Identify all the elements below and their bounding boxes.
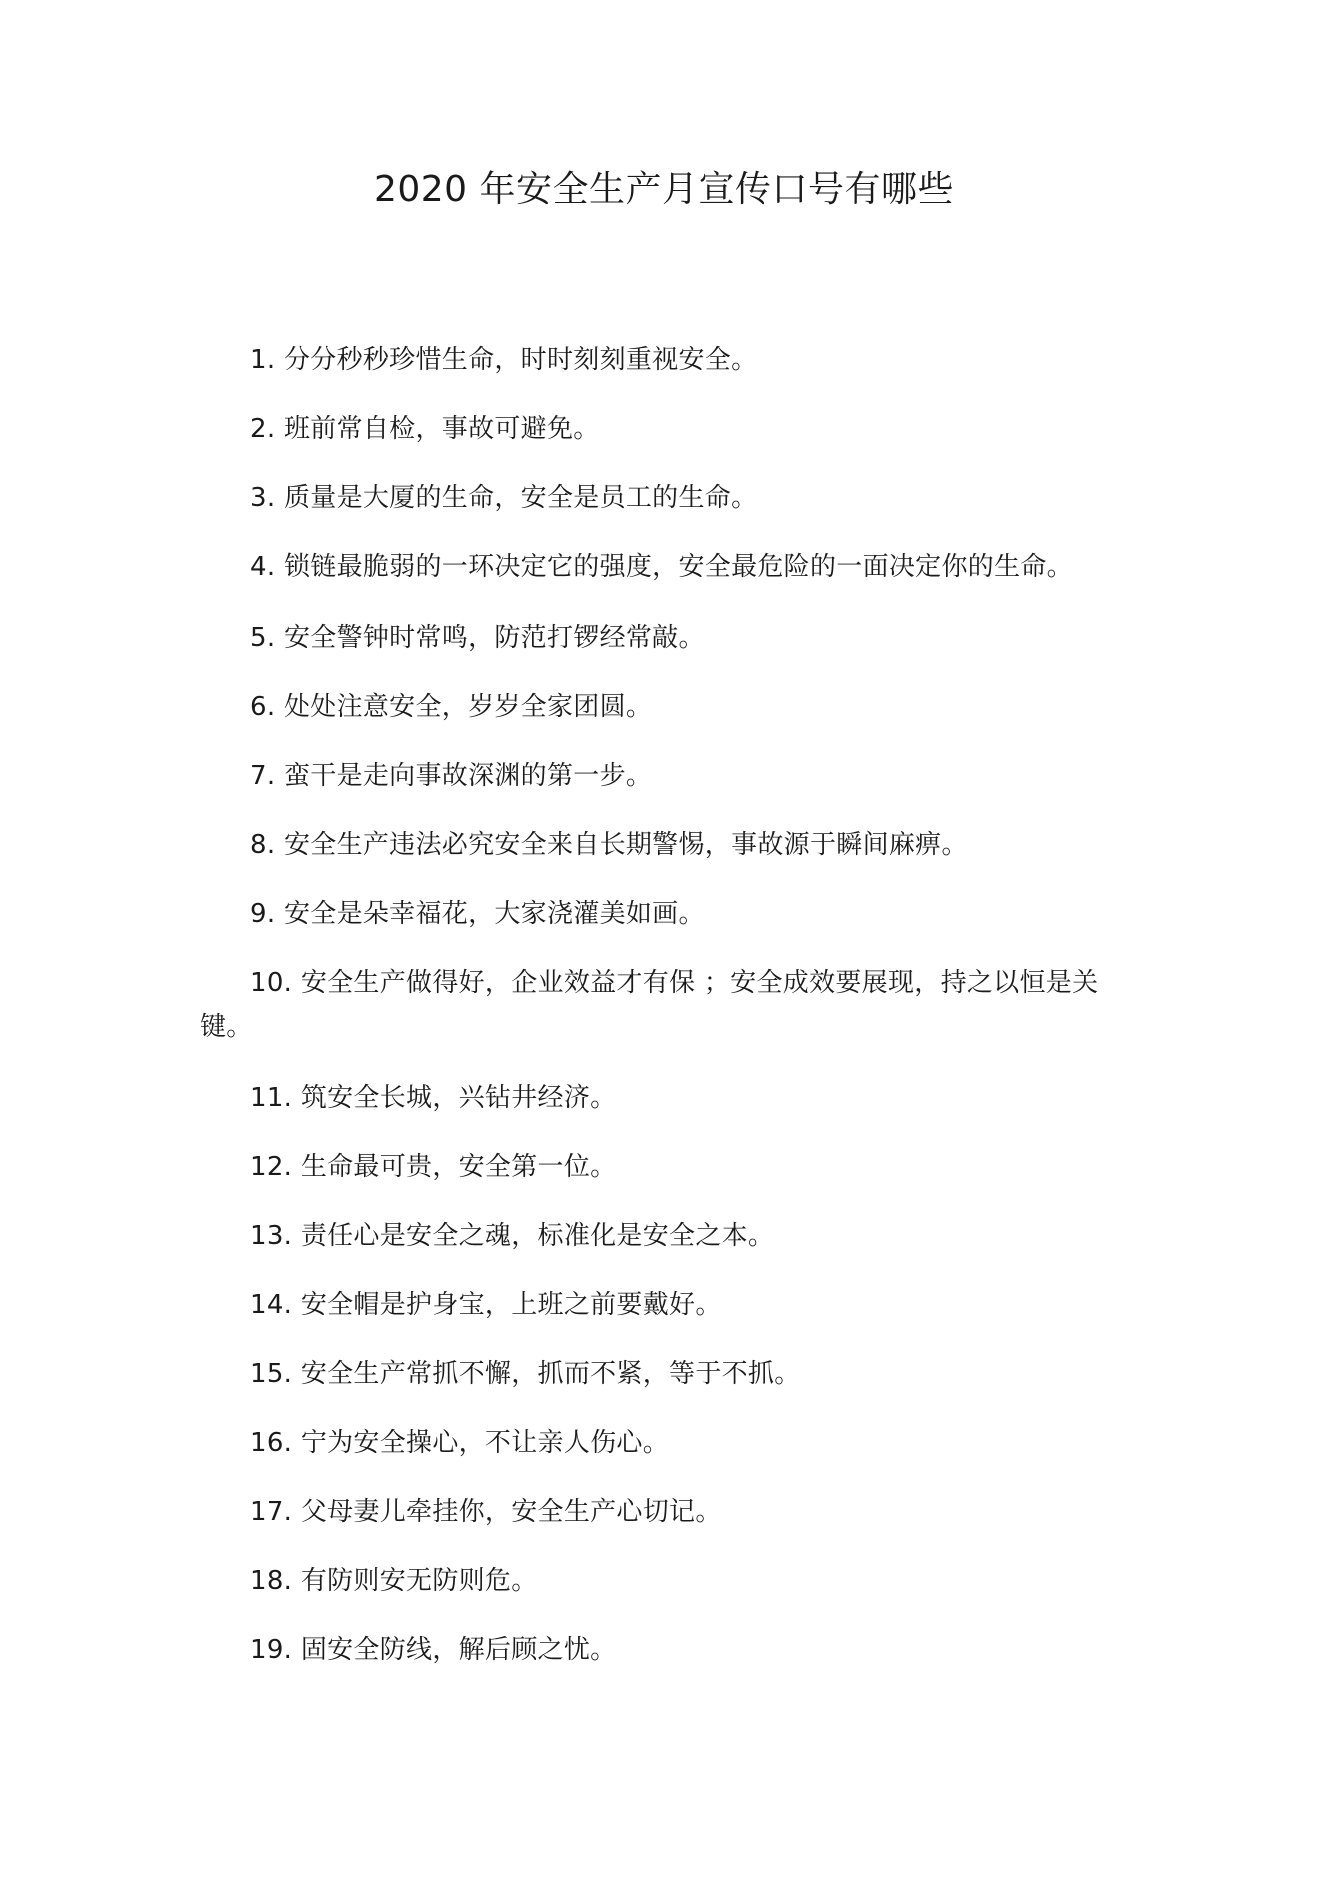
list-item: 13. 责任心是安全之魂，标准化是安全之本。: [250, 1221, 775, 1251]
list-item: 18. 有防则安无防则危。: [250, 1566, 538, 1596]
list-item: 9. 安全是朵幸福花，大家浇灌美如画。: [250, 899, 705, 929]
list-item: 4. 锁链最脆弱的一环决定它的强度，安全最危险的一面决定你的生命。: [250, 552, 1073, 582]
list-item: 15. 安全生产常抓不懈，抓而不紧，等于不抓。: [250, 1359, 801, 1389]
list-item: 16. 宁为安全操心，不让亲人伤心。: [250, 1428, 670, 1458]
list-item: 6. 处处注意安全，岁岁全家团圆。: [250, 692, 653, 722]
list-item: 11. 筑安全长城，兴钻井经济。: [250, 1083, 617, 1113]
list-item: 2. 班前常自检，事故可避免。: [250, 414, 600, 444]
list-item: 1. 分分秒秒珍惜生命，时时刻刻重视安全。: [250, 345, 758, 375]
list-item: 5. 安全警钟时常鸣，防范打锣经常敲。: [250, 623, 705, 653]
list-item: 19. 固安全防线，解后顾之忧。: [250, 1635, 617, 1665]
list-item: 14. 安全帽是护身宝，上班之前要戴好。: [250, 1290, 722, 1320]
list-item: 10. 安全生产做得好，企业效益才有保 ；安全成效要展现，持之以恒是关键。: [200, 968, 1099, 1042]
list-item: 8. 安全生产违法必究安全来自长期警惕，事故源于瞬间麻痹。: [250, 830, 968, 860]
list-item: 17. 父母妻儿牵挂你，安全生产心切记。: [250, 1497, 722, 1527]
list-item: 12. 生命最可贵，安全第一位。: [250, 1152, 617, 1182]
slogan-list: [200, 338, 1120, 1697]
document-title: 2020 年安全生产月宣传口号有哪些: [373, 169, 955, 210]
list-item: 3. 质量是大厦的生命，安全是员工的生命。: [250, 483, 758, 513]
list-item: 7. 蛮干是走向事故深渊的第一步。: [250, 761, 653, 791]
